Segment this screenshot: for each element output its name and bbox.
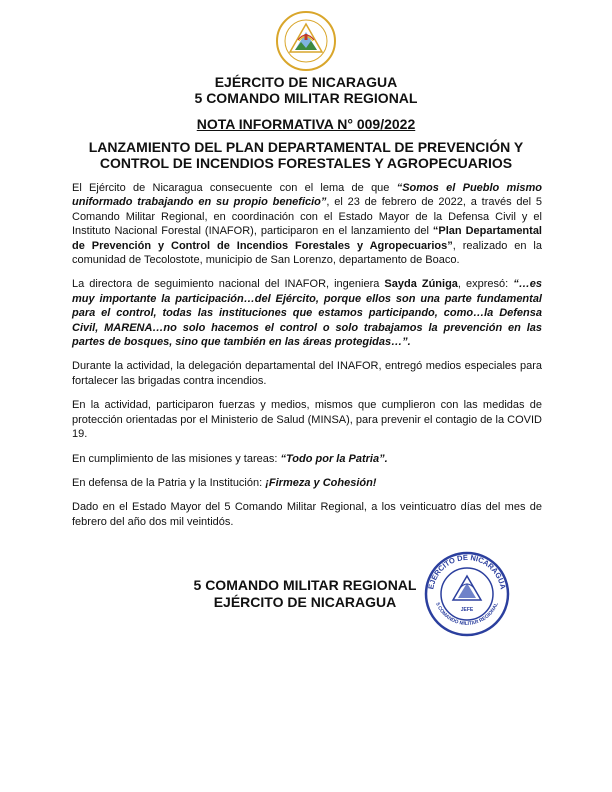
stamp-jefe-text: JEFE: [460, 607, 474, 613]
p2-text-a: La directora de seguimiento nacional del INAFOR, ingeniera: [72, 278, 385, 291]
paragraph-3: Durante la actividad, la delegación departamental del INAFOR, entregó medios especiales para fortalecer las brigadas contra incendios.: [72, 360, 542, 387]
paragraph-5: [72, 452, 542, 466]
stamp-bottom-text: 5 COMANDO MILITAR REGIONAL: [434, 601, 500, 627]
document-title: [60, 139, 552, 171]
document-body: [72, 181, 542, 539]
paragraph-2: [72, 277, 542, 349]
p2-person-name: Sayda Zúniga: [384, 278, 458, 291]
coat-of-arms-icon: [271, 10, 341, 72]
p6-text: En defensa de la Patria y la Institución:: [72, 476, 266, 489]
p1-text-a: El Ejército de Nicaragua consecuente con el lema de que: [72, 182, 397, 194]
p2-quote: “…es muy importante la participación…del Ejército, porque ellos son una parte fundamental para el control, todas las instituciones que estamos participando, como…la Defensa Civil, MARENA…no solo hacemos el control o solo trabajamos la prevención en las partes de bosques, sino que también en las áreas protegidas…”.: [72, 278, 542, 349]
signature-unit: 5 COMANDO MILITAR REGIONAL: [193, 577, 417, 593]
official-stamp-icon: [423, 550, 511, 638]
paragraph-7: Dado en el Estado Mayor del 5 Comando Militar Regional, a los veinticuatro días del mes de febrero del año dos mil veintidós.: [72, 501, 542, 528]
p5-text: En cumplimiento de las misiones y tareas:: [72, 452, 281, 465]
p1-text-c: , el 23 de febrero de 2022, a través del 5 Comando Militar Regional, en coordinación con el Estado Mayor de la Defensa Civil y el Instituto Nacional Forestal (INAFOR), participaron en el lanzamiento del: [72, 196, 542, 238]
note-number: NOTA INFORMATIVA N° 009/2022: [196, 116, 416, 132]
title-line-1: LANZAMIENTO DEL PLAN DEPARTAMENTAL DE PREVENCIÓN Y: [88, 139, 524, 155]
p6-motto: ¡Firmeza y Cohesión!: [265, 476, 377, 489]
p2-text-c: , expresó:: [457, 278, 514, 291]
paragraph-6: [72, 476, 542, 490]
header-unit: 5 COMANDO MILITAR REGIONAL: [194, 90, 418, 106]
stamp-top-text: EJÉRCITO DE NICARAGUA: [426, 552, 508, 591]
signature-org: EJÉRCITO DE NICARAGUA: [213, 594, 397, 610]
p1-plan-name: “Plan Departamental de Prevención y Control de Incendios Forestales y Agropecuarios”: [72, 225, 542, 252]
p1-text-e: , realizado en la comunidad de Tecolostote, municipio de San Lorenzo, departamento de Boaco.: [72, 239, 542, 267]
paragraph-4: En la actividad, participaron fuerzas y medios, mismos que cumplieron con las medidas de protección orientadas por el Ministerio de Salud (MINSA), para prevenir el contagio de la COVID 19.: [72, 399, 542, 441]
p1-motto: “Somos el Pueblo mismo uniformado trabajando en su propio beneficio”: [72, 182, 542, 209]
paragraph-1: [72, 181, 542, 267]
p5-motto: “Todo por la Patria”.: [280, 452, 388, 465]
header-org: EJÉRCITO DE NICARAGUA: [214, 74, 398, 90]
title-line-2: CONTROL DE INCENDIOS FORESTALES Y AGROPECUARIOS: [99, 155, 513, 171]
